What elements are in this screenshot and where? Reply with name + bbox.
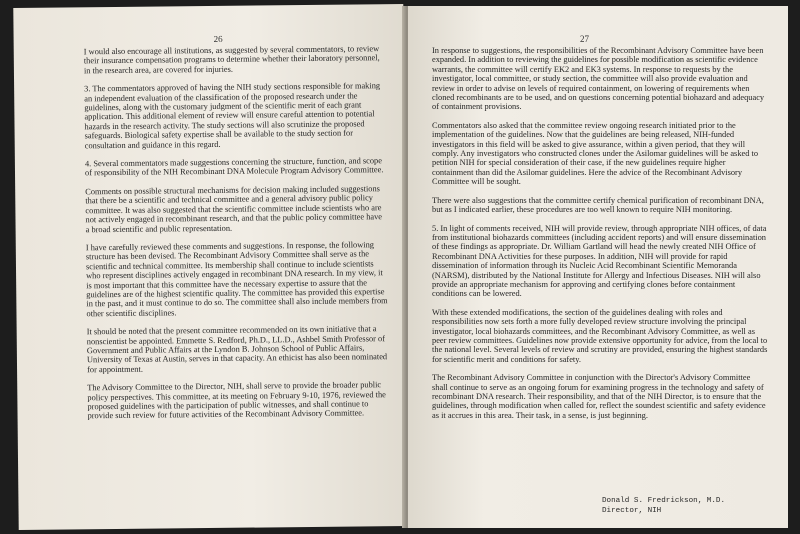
right-page — [408, 6, 788, 528]
document-spread — [16, 6, 788, 528]
paragraph: With these extended modifications, the section of the guidelines dealing with roles and responsibilities now sets forth a more fully developed review structure involving the principal investigator, local biohazards committees, and the Recombinant Advisory Committee, as well as peer review committees. Guidelines now provide extensive opportunity for advice, from the local to the national level. Several levels of review and scrutiny are provided, ensuring the highest standards for scientific merit and conditions for safety. — [432, 307, 768, 364]
page-number: 27 — [580, 34, 589, 44]
paragraph: 4. Several commentators made suggestions concerning the structure, function, and scope of responsibility of the NIH Recombinant DNA Molecule Program Advisory Committee. — [84, 156, 384, 178]
paragraph: The Recombinant Advisory Committee in conjunction with the Director's Advisory Committee shall continue to serve as an ongoing forum for examining progress in the technology and safety of recombinant DNA research. Their responsibility, and that of the NIH Director, is to ensure that the guidelines, through modification when called for, reflect the soundest scientific and safety evidence as it accrues in this area. Their task, in a sense, is just beginning. — [432, 373, 766, 420]
paragraph: It should be noted that the present committee recommended on its own initiative that a nonscientist be appointed. Emmette S. Redford, Ph.D., LL.D., Ashbel Smith Professor of Government and Public Affairs at the Lyndon B. Johnson School of Public Affairs, University of Texas at Austin, serves in that capacity. An ethicist has also been nominated for appointment. — [86, 324, 388, 375]
paragraph: In response to suggestions, the responsibilities of the Recombinant Advisory Committee have been expanded. In addition to reviewing the guidelines for possible modification as scientific evidence warrants, the committee will certify EK2 and EK3 systems. In response to requests by the investigator, local committee, or study section, the committee will also provide evaluation and review in order to advise on levels of required containment, on lowering of requirements when cloned recombinants are to be used, and on questions concerning potential biohazard and adequacy of containment provisions. — [432, 46, 765, 112]
paragraph: The Advisory Committee to the Director, NIH, shall serve to provide the broader public policy perspectives. This committee, at its meeting on February 9-10, 1976, reviewed the proposed guidelines with the participation of public witnesses, and shall continue to provide such review for future activities of the Recombinant Advisory Committee. — [87, 380, 386, 421]
paragraph: I have carefully reviewed these comments and suggestions. In response, the following structure has been devised. The Recombinant Advisory Committee shall serve as the scientific and technical committee. Its membership shall continue to include scientists who represent disciplines actively engaged in recombinant DNA research. In my view, it is most important that this committee have the necessary expertise to assure that the guidelines are of the highest scientific quality. The committee has provided this expertise in the past, and it must continue to do so. The committee shall also include members from other scientific disciplines. — [85, 240, 388, 319]
paragraph: 5. In light of comments received, NIH will provide review, through appropriate NIH offices, of data from institutional biohazards committees (including accident reports) and will ensure dissemination of these findings as appropriate. Dr. William Gartland will head the newly created NIH Office of Recombinant DNA Activities for these purposes. In addition, NIH will provide for rapid dissemination of information through its Nucleic Acid Recombinant Scientific Memoranda (NARSM), distributed by the National Institute for Allergy and Infectious Diseases. NIH will also provide an appropriate mechanism for approving and certifying clones before containment conditions can be lowered. — [432, 223, 767, 299]
paragraph: 3. The commentators approved of having the NIH study sections responsible for making an independent evaluation of the classification of the proposed research under the guidelines, along with the customary judgment of the scientific merit of each grant application. This additional element of review will ensure careful attention to potential hazards in the research activity. The study sections will also scrutinize the proposed safeguards. Biological safety expertise shall be available to the study section for consultation and guidance in this regard. — [84, 81, 381, 150]
page-number: 26 — [213, 33, 223, 44]
paragraph: Comments on possible structural mechanisms for decision making included suggestions that there be a scientific and technical committee and a general advisory public policy committee. It was also suggested that the scientific committee include scientists who are not actively engaged in recombinant research, and that the public policy committee have a broad scientific and public representation. — [85, 184, 383, 234]
signature-title: Director, NIH — [602, 507, 662, 515]
left-page — [13, 4, 408, 530]
paragraph: I would also encourage all institutions, as suggested by several commentators, to review their insurance compensation programs to determine whether their laboratory personnel, in the research area, are covered for injuries. — [83, 44, 380, 76]
signature-name: Donald S. Fredrickson, M.D. — [602, 497, 726, 505]
paragraph: Commentators also asked that the committee review ongoing research initiated prior to the implementation of the guidelines. Now that the guidelines are being released, NIH-funded investigators in this field will be asked to give assurance, within a given period, that they will comply. Any investigators who constructed clones under the Asilomar guidelines will be asked to petition NIH for special consideration of their case, if the new guidelines require higher containment than did the Asilomar guidelines. Here the advice of the Recombinant Advisory Committee will be sought. — [432, 120, 759, 187]
paragraph: There were also suggestions that the committee certify chemical purification of recombinant DNA, but as I indicated earlier, these procedures are too well known to require NIH monitoring. — [432, 195, 764, 215]
